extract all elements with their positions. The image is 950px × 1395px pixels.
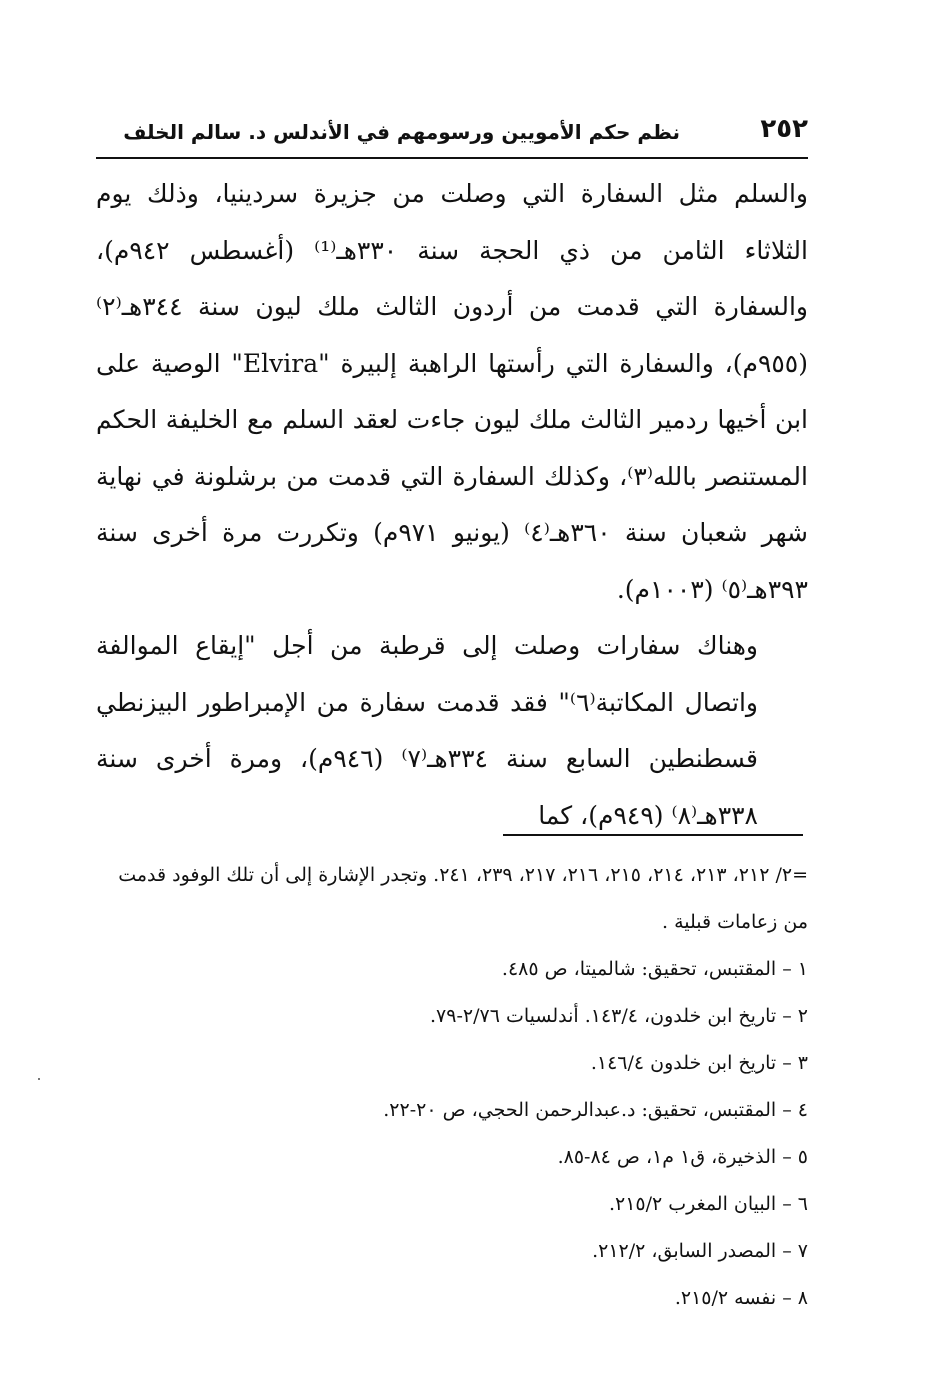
footnote-5: ٥ – الذخيرة، ق١ م١، ص ٨٤-٨٥. bbox=[557, 1146, 808, 1168]
header-rule bbox=[96, 157, 808, 159]
running-title: نظم حكم الأمويين ورسومهم في الأندلس د. سالم الخلف bbox=[123, 120, 680, 144]
paragraph-2: وهناك سفارات وصلت إلى قرطبة من أجل "إيقاع الموالفة واتصال المكاتبة⁽٦⁾" فقد قدمت سفارة من الإمبراطور البيزنطي قسطنطين السابع سنة ٣٣٤هـ⁽٧⁾ (٩٤٦م)، ومرة أخرى سنة ٣٣٨هـ⁽٨⁾ (٩٤٩م)، كما bbox=[96, 631, 759, 830]
footnote-1: ١ – المقتبس، تحقيق: شالميتا، ص ٤٨٥. bbox=[501, 958, 808, 980]
footnote-continuation: =٢/ ٢١٢، ٢١٣، ٢١٤، ٢١٥، ٢١٦، ٢١٧، ٢٣٩، ٢٤١. وتجدر الإشارة إلى أن تلك الوفود قدمت من زعامات قبلية . bbox=[118, 864, 808, 933]
footnotes bbox=[96, 852, 808, 1322]
footnote-6: ٦ – البيان المغرب ٢١٥/٢. bbox=[608, 1193, 808, 1215]
body-text bbox=[96, 166, 808, 844]
page-header bbox=[96, 112, 808, 158]
scan-speck bbox=[38, 1078, 40, 1080]
footnote-3: ٣ – تاريخ ابن خلدون ١٤٦/٤. bbox=[590, 1052, 808, 1074]
page-number: ٢٥٢ bbox=[760, 114, 808, 144]
footnote-7: ٧ – المصدر السابق، ٢١٢/٢. bbox=[592, 1240, 808, 1262]
footnote-4: ٤ – المقتبس، تحقيق: د.عبدالرحمن الحجي، ص ٢٠-٢٢. bbox=[383, 1099, 808, 1121]
paragraph-1: والسلم مثل السفارة التي وصلت من جزيرة سردينيا، وذلك يوم الثلاثاء الثامن من ذي الحجة سنة ٣٣٠هـ⁽¹⁾ (أغسطس ٩٤٢م)، والسفارة التي قدمت من أردون الثالث ملك ليون سنة ٣٤٤هـ⁽٢⁾ (٩٥٥م)، والسفارة التي رأستها الراهبة إلبيرة "Elvira" الوصية على ابن أخيها ردمير الثالث ملك ليون جاءت لعقد السلم مع الخليفة الحكم المستنصر بالله⁽٣⁾، وكذلك السفارة التي قدمت من برشلونة في نهاية شهر شعبان سنة ٣٦٠هـ⁽٤⁾ (يونيو ٩٧١م) وتكررت مرة أخرى سنة ٣٩٣هـ⁽٥⁾ (١٠٠٣م). bbox=[96, 179, 809, 604]
footnote-2: ٢ – تاريخ ابن خلدون، ١٤٣/٤. أندلسيات ٢/٧٦-٧٩. bbox=[430, 1005, 808, 1027]
footnote-separator bbox=[503, 834, 803, 836]
footnote-8: ٨ – نفسه ٢١٥/٢. bbox=[674, 1287, 808, 1309]
